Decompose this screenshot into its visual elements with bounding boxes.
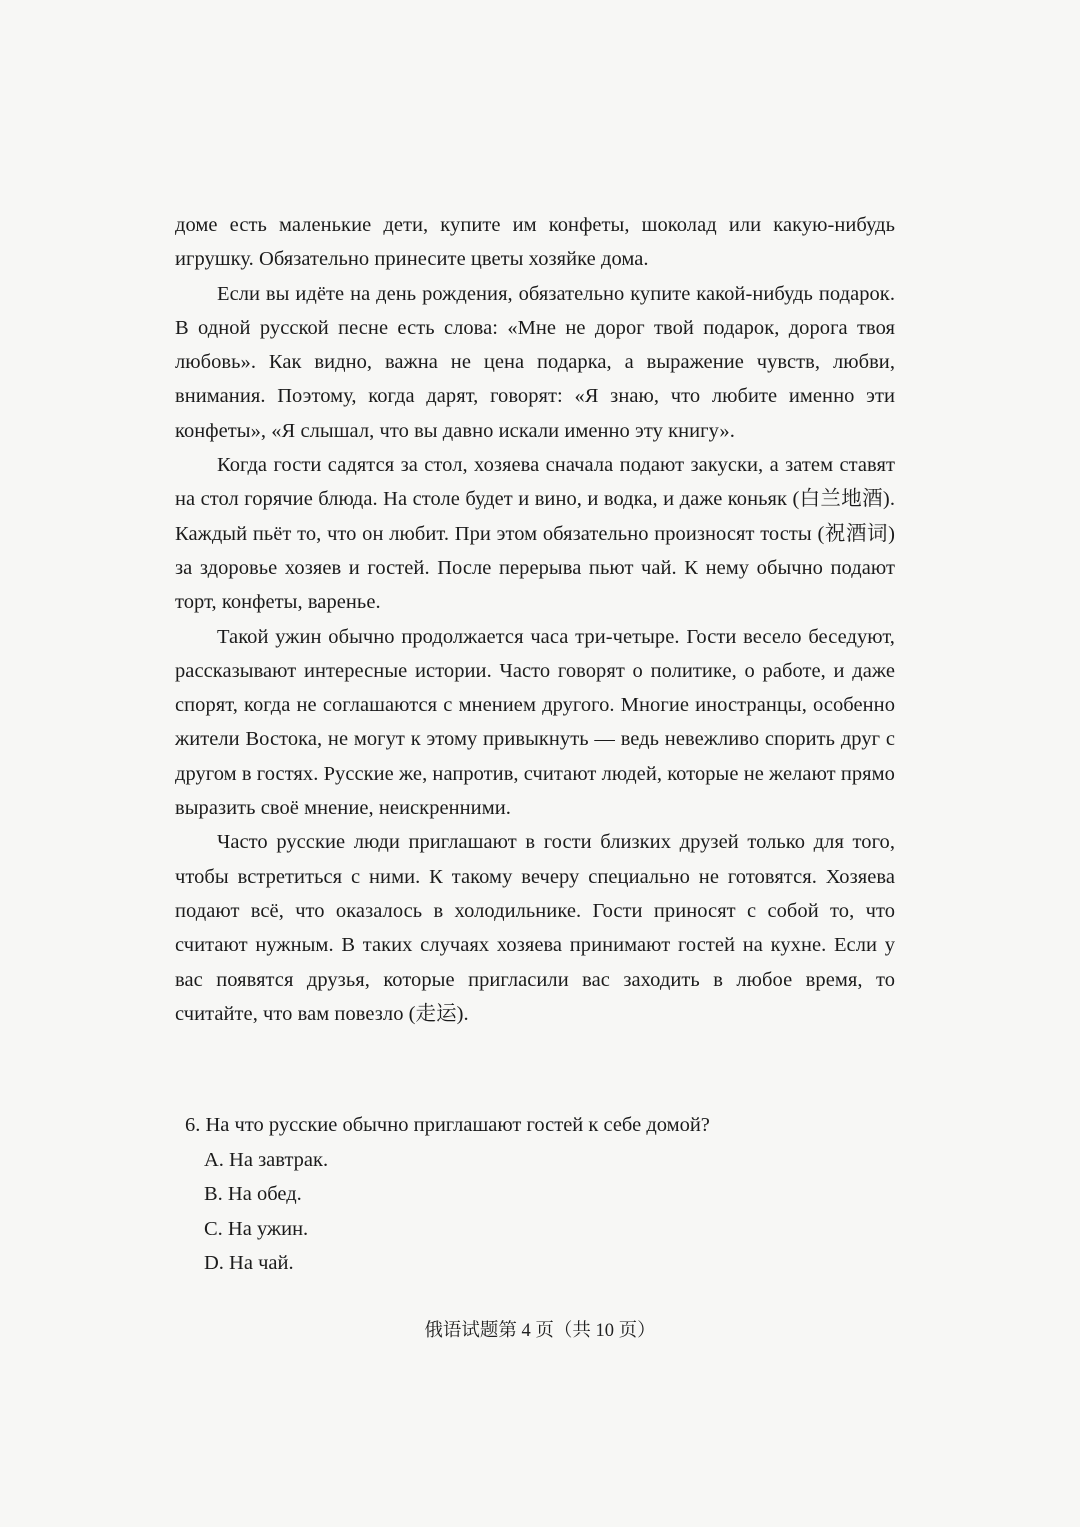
option-b: B. На обед. bbox=[204, 1183, 302, 1205]
page-footer: 俄语试题第 4 页（共 10 页） bbox=[424, 1321, 656, 1341]
question-6 bbox=[185, 1108, 885, 1281]
question-title: 6. На что русские обычно приглашают гостей к себе домой? bbox=[185, 1114, 710, 1136]
answer-options bbox=[185, 1143, 885, 1281]
passage-paragraph-1: доме есть маленькие дети, купите им конфеты, шоколад или какую-нибудь игрушку. Обязательно принесите цветы хозяйке дома. bbox=[175, 214, 895, 271]
passage-paragraph-5: Часто русские люди приглашают в гости близких друзей только для того, чтобы встретиться с ними. К такому вечеру специально не готовятся. Хозяева подают всё, что оказалось в холодильнике. Гости приносят с собой то, что считают нужным. В таких случаях хозяева принимают гостей на кухне. Если у вас появятся друзья, которые пригласили вас заходить в любое время, то считайте, что вам повезло (走运). bbox=[175, 831, 895, 1025]
passage-paragraph-2: Если вы идёте на день рождения, обязательно купите какой-нибудь подарок. В одной русской песне есть слова: «Мне не дорог твой подарок, дорога твоя любовь». Как видно, важна не цена подарка, а выражение чувств, любви, внимания. Поэтому, когда дарят, говорят: «Я знаю, что любите именно эти конфеты», «Я слышал, что вы давно искали именно эту книгу». bbox=[175, 282, 895, 442]
passage-paragraph-3: Когда гости садятся за стол, хозяева сначала подают закуски, а затем ставят на стол горячие блюда. На столе будет и вино, и водка, и даже коньяк (白兰地酒). Каждый пьёт то, что он любит. При этом обязательно произносят тосты (祝酒词) за здоровье хозяев и гостей. После перерыва пьют чай. К нему обычно подают торт, конфеты, варенье. bbox=[175, 454, 895, 614]
option-a: A. На завтрак. bbox=[204, 1148, 329, 1171]
passage-paragraph-4: Такой ужин обычно продолжается часа три-четыре. Гости весело беседуют, рассказывают интересные истории. Часто говорят о политике, о работе, и даже спорят, когда не соглашаются с мнением другого. Многие иностранцы, особенно жители Востока, не могут к этому привыкнуть — ведь невежливо спорить друг с другом в гостях. Русские же, напротив, считают людей, которые не желают прямо выразить своё мнение, неискренними. bbox=[175, 625, 895, 820]
option-c: C. На ужин. bbox=[204, 1217, 309, 1240]
reading-passage bbox=[175, 208, 895, 1031]
option-d: D. На чай. bbox=[204, 1252, 294, 1274]
